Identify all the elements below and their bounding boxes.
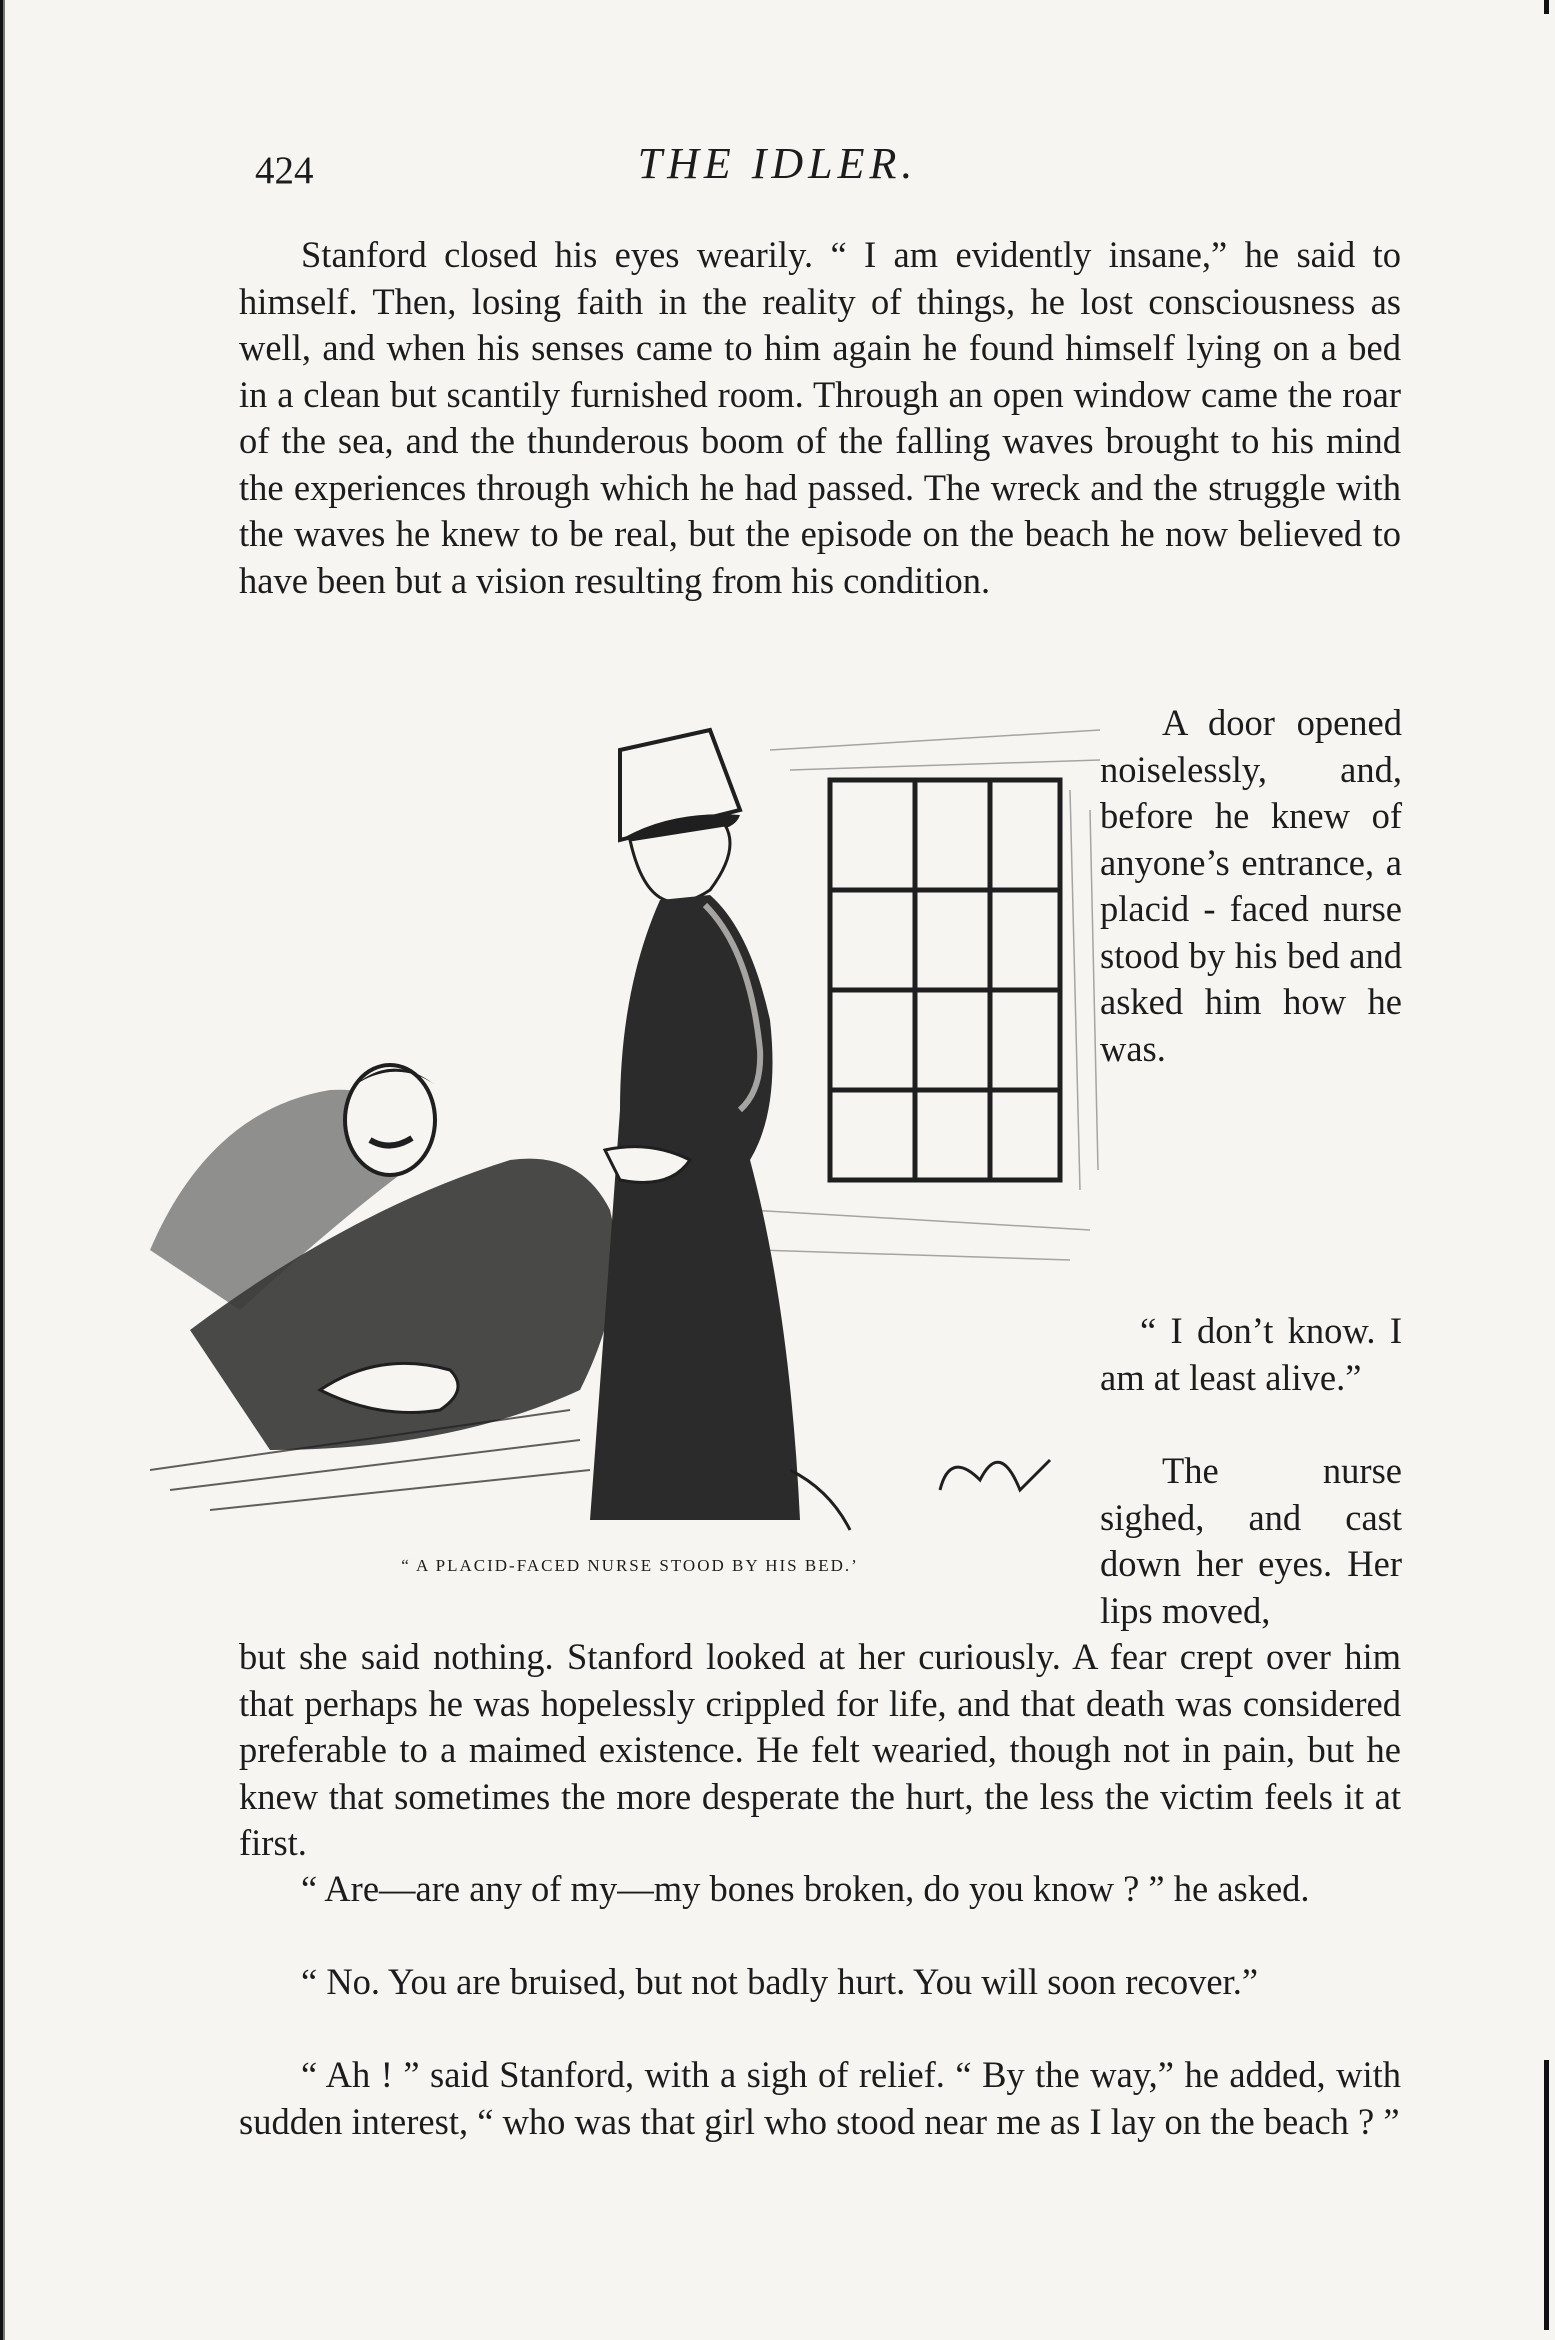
- paragraph-5: “ Are—are any of my—my bones broken, do you know ? ” he asked.: [301, 1868, 1310, 1909]
- running-title: THE IDLER.: [637, 139, 918, 188]
- scan-edge-mark: [1544, 0, 1549, 14]
- paragraph-4-continued: but she said nothing. Stanford looked at her curiously. A fear crept over him that perhaps he was hopelessly crippled for life, and that death was considered preferable to a maimed existence. He felt wearied, though not in pain, but he knew that sometimes the more desperate the hurt, the less the victim feels it at first.: [239, 1636, 1401, 1863]
- page-number: 424: [255, 149, 314, 192]
- paragraph-1: Stanford closed his eyes wearily. “ I am evidently insane,” he said to himself. Then, losing faith in the reality of things, he lost consciousness as well, and when his senses came to him again he found himself lying on a bed in a clean but scantily furnished room. Through an open window came the roar of the sea, and the thunderous boom of the falling waves brought to his mind the experiences through which he had passed. The wreck and the struggle with the waves he knew to be real, but the episode on the beach he now believed to have been but a vision resulting from his condition.: [239, 234, 1401, 601]
- illustration-caption: “ A PLACID-FACED NURSE STOOD BY HIS BED.’: [401, 1556, 859, 1575]
- paragraph-6: “ No. You are bruised, but not badly hurt. You will soon recover.”: [301, 1961, 1259, 2002]
- book-spine-edge: [0, 0, 10, 2340]
- paragraph-2: A door opened noiselessly, and, before he knew of anyone’s entrance, a placid - faced nurse stood by his bed and asked him how he was.: [1100, 702, 1402, 1069]
- paragraph-3: “ I don’t know. I am at least alive.”: [1100, 1310, 1402, 1398]
- bed-and-patient: [150, 1065, 616, 1510]
- window-frame: [830, 780, 1060, 1180]
- artist-signature: [940, 1460, 1050, 1490]
- paragraph-4-start: The nurse sighed, and cast down her eyes. Her lips moved,: [1100, 1450, 1402, 1631]
- scan-edge-mark: [1544, 2060, 1549, 2330]
- paragraph-7: “ Ah ! ” said Stanford, with a sigh of relief. “ By the way,” he added, with sudden interest, “ who was that girl who stood near me as I lay on the beach ? ”: [239, 2054, 1401, 2142]
- nurse-figure: [590, 730, 850, 1530]
- nurse-illustration: [150, 690, 1105, 1540]
